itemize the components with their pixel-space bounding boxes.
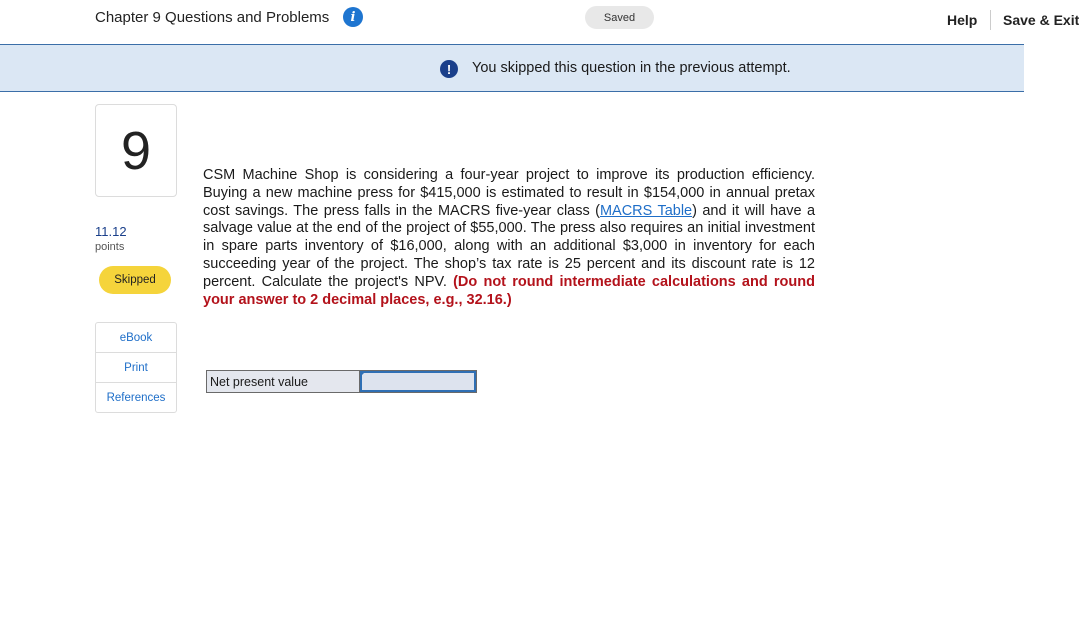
- points-value: 11.12: [95, 224, 127, 239]
- question-text-part-1: CSM Machine Shop is considering a four-year project to improve its production efficiency. Buying a new machine press for $415,000 is estimated to result in $154,000 in annual pretax cost savings. The press falls in the MACRS five-year class (: [203, 167, 815, 219]
- assignment-title: Chapter 9 Questions and Problems: [95, 9, 330, 26]
- npv-answer-input[interactable]: [360, 371, 476, 392]
- notice-text: You skipped this question in the previous attempt.: [472, 60, 791, 76]
- skipped-status-badge: Skipped: [99, 266, 171, 294]
- macrs-table-link[interactable]: MACRS Table: [599, 202, 693, 219]
- question-text: [203, 167, 815, 309]
- print-link[interactable]: Print: [96, 353, 176, 383]
- resources-panel: [95, 322, 177, 413]
- points-label: points: [95, 241, 125, 253]
- alert-icon: !: [440, 60, 458, 78]
- info-icon[interactable]: i: [343, 7, 363, 27]
- question-text-part-2: ) and it will have a salvage value at the end of the project of $55,000. The press also requires an initial investment in spare parts inventory of $16,000, along with an additional $3,000 in inventory for each succeeding year of the project. The shop’s tax rate is 25 percent and its discount rate is 12 percent. Calculate the project's NPV.: [203, 202, 816, 290]
- answer-label: Net present value: [207, 371, 360, 392]
- rounding-instruction: (Do not round intermediate calculations and round your answer to 2 decimal places, e.g., 32.16.): [203, 273, 815, 308]
- save-exit-button[interactable]: Save & Exit: [1003, 12, 1079, 28]
- top-header: [0, 0, 1079, 45]
- references-link[interactable]: References: [106, 391, 166, 404]
- answer-table: [206, 370, 477, 393]
- answer-cell: [360, 371, 476, 392]
- question-number: 9: [95, 104, 177, 197]
- help-button[interactable]: Help: [947, 12, 978, 28]
- ebook-link[interactable]: eBook: [96, 323, 176, 353]
- skipped-notice-banner: [0, 45, 1024, 92]
- saved-status-badge: Saved: [585, 6, 654, 29]
- header-divider: [990, 10, 991, 30]
